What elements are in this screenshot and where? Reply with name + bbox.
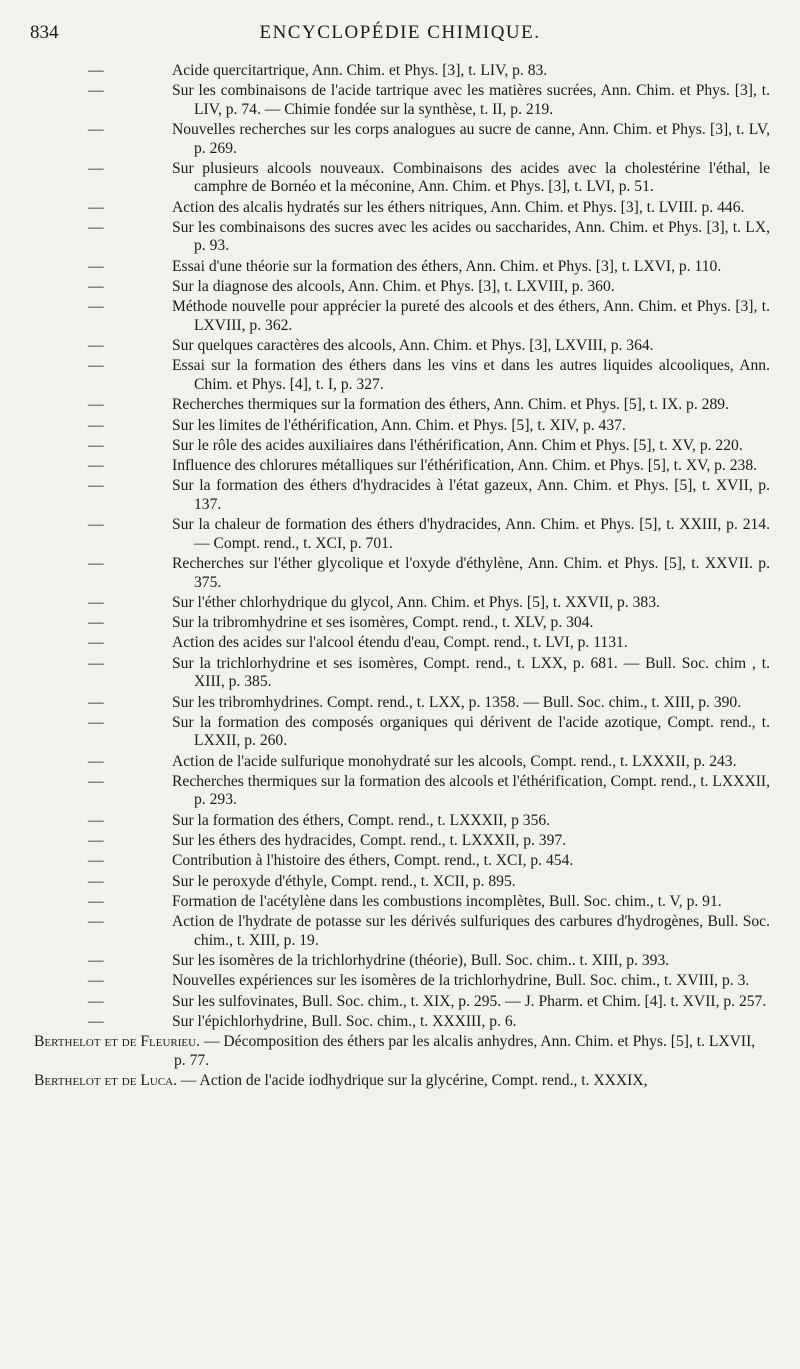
entry-dash: —	[88, 693, 104, 711]
entry-dash: —	[88, 396, 104, 414]
entry-dash: —	[88, 654, 104, 672]
entry-dash: —	[88, 298, 104, 316]
entry-text: Essai d'une théorie sur la formation des éthers, Ann. Chim. et Phys. [3], t. LXVI, p. 110.	[172, 257, 722, 275]
bibliography-entry	[0, 594, 800, 613]
bibliography-entry	[0, 873, 800, 892]
author-entry-line	[34, 1072, 770, 1091]
entry-text: Recherches thermiques sur la formation des alcools et l'éthérification, Compt. rend., t. LXXXII, p. 293.	[172, 772, 770, 809]
bibliography-entry	[0, 972, 800, 991]
entry-text: Sur le peroxyde d'éthyle, Compt. rend., t. XCII, p. 895.	[172, 872, 516, 890]
bibliography-entry	[0, 437, 800, 456]
bibliography-entry	[0, 694, 800, 713]
bibliography-entry	[0, 82, 800, 119]
bibliography-entry	[0, 121, 800, 158]
entry-dash: —	[88, 82, 104, 100]
bibliography-entry	[0, 812, 800, 831]
bibliography-entry	[0, 634, 800, 653]
entry-text: Action des alcalis hydratés sur les éthers nitriques, Ann. Chim. et Phys. [3], t. LVIII. p. 446.	[172, 198, 745, 216]
running-title: ENCYCLOPÉDIE CHIMIQUE.	[259, 22, 541, 43]
entry-text: Sur la chaleur de formation des éthers d'hydracides, Ann. Chim. et Phys. [5], t. XXIII, p. 214. — Compt. rend., t. XCI, p. 701.	[172, 516, 770, 552]
bibliography-entry	[0, 993, 800, 1012]
entry-text: Sur les combinaisons de l'acide tartrique avec les matières sucrées, Ann. Chim. et Phys. [3], t. LIV, p. 74. — Chimie fondée sur la synthèse, t. II, p. 219.	[172, 82, 770, 118]
entry-dash: —	[88, 892, 104, 910]
bibliography-entry	[0, 219, 800, 256]
entry-author: Berthelot et de Luca.	[34, 1072, 178, 1090]
bibliography-entry	[0, 1013, 800, 1032]
bibliography-entry	[0, 913, 800, 950]
bibliography-entry	[0, 457, 800, 476]
bibliography-entry	[0, 396, 800, 415]
entry-text: Influence des chlorures métalliques sur l'éthérification, Ann. Chim. et Phys. [5], t. XV, p. 238.	[172, 457, 758, 475]
entry-text: Action de l'acide sulfurique monohydraté sur les alcools, Compt. rend., t. LXXXII, p. 243.	[172, 752, 737, 770]
bibliography-entry	[0, 160, 800, 197]
entry-text: Sur les limites de l'éthérification, Ann. Chim. et Phys. [5], t. XIV, p. 437.	[172, 416, 626, 434]
entry-text: Acide quercitartrique, Ann. Chim. et Phys. [3], t. LIV, p. 83.	[172, 62, 548, 79]
entry-dash: —	[88, 634, 104, 652]
bibliography-entry	[0, 337, 800, 356]
entry-text: Sur quelques caractères des alcools, Ann. Chim. et Phys. [3], LXVIII, p. 364.	[172, 337, 654, 355]
entry-dash: —	[88, 357, 104, 375]
page-header	[30, 22, 770, 52]
entry-dash: —	[88, 832, 104, 850]
entry-dash: —	[88, 752, 104, 770]
entry-dash: —	[88, 913, 104, 931]
bibliography-entry	[0, 477, 800, 514]
bibliography-entry	[0, 832, 800, 851]
entry-text: Sur la diagnose des alcools, Ann. Chim. et Phys. [3], t. LXVIII, p. 360.	[172, 278, 615, 296]
bibliography-entry	[0, 258, 800, 277]
author-entry-line	[34, 1033, 770, 1070]
bibliography-list	[0, 62, 800, 1091]
entry-dash: —	[88, 593, 104, 611]
entry-text: Recherches thermiques sur la formation des éthers, Ann. Chim. et Phys. [5], t. IX. p. 289.	[172, 396, 729, 414]
entry-text: Nouvelles expériences sur les isomères de la trichlorhydrine, Bull. Soc. chim., t. XVIII, p. 3.	[172, 972, 750, 990]
entry-dash: —	[88, 614, 104, 632]
entry-text: Contribution à l'histoire des éthers, Compt. rend., t. XCI, p. 454.	[172, 852, 574, 870]
bibliography-entry	[0, 852, 800, 871]
entry-dash: —	[88, 772, 104, 790]
entry-dash: —	[88, 62, 104, 79]
entry-dash: —	[88, 555, 104, 573]
entry-dash: —	[88, 337, 104, 355]
entry-text: Méthode nouvelle pour apprécier la pureté des alcools et des éthers, Ann. Chim. et Phys. [3], t. LXVIII, p. 362.	[172, 298, 770, 334]
bibliography-entry	[0, 298, 800, 335]
bibliography-entry	[0, 278, 800, 297]
entry-dash: —	[88, 159, 104, 177]
entry-text: Nouvelles recherches sur les corps analogues au sucre de canne, Ann. Chim. et Phys. [3], t. LV, p. 269.	[172, 121, 770, 157]
bibliography-entry	[0, 773, 800, 810]
entry-dash: —	[88, 218, 104, 236]
bibliography-entry	[0, 417, 800, 436]
entry-text: Sur l'épichlorhydrine, Bull. Soc. chim., t. XXXIII, p. 6.	[172, 1012, 517, 1030]
bibliography-entry	[0, 357, 800, 394]
entry-text: Essai sur la formation des éthers dans les vins et dans les autres liquides alcooliques, Ann. Chim. et Phys. [4], t. I, p. 327.	[172, 357, 770, 393]
bibliography-entry	[0, 714, 800, 751]
entry-text: Sur la tribromhydrine et ses isomères, Compt. rend., t. XLV, p. 304.	[172, 614, 594, 632]
entry-text: Action des acides sur l'alcool étendu d'eau, Compt. rend., t. LVI, p. 1131.	[172, 634, 628, 652]
entry-dash: —	[88, 872, 104, 890]
entry-text: Sur la formation des éthers, Compt. rend., t. LXXXII, p 356.	[172, 811, 551, 829]
entry-text: Sur les éthers des hydracides, Compt. rend., t. LXXXII, p. 397.	[172, 832, 567, 850]
entry-dash: —	[88, 852, 104, 870]
entry-dash: —	[88, 713, 104, 731]
entry-text: — Décomposition des éthers par les alcalis anhydres, Ann. Chim. et Phys. [5], t. LXVII, p. 77.	[174, 1033, 756, 1069]
entry-dash: —	[88, 457, 104, 475]
entry-text: Sur les tribromhydrines. Compt. rend., t. LXX, p. 1358. — Bull. Soc. chim., t. XIII, p. 390.	[172, 693, 742, 711]
bibliography-entry	[0, 199, 800, 218]
entry-author: Berthelot et de Fleurieu.	[34, 1033, 200, 1051]
entry-text: Sur la trichlorhydrine et ses isomères, Compt. rend., t. LXX, p. 681. — Bull. Soc. chim , t. XIII, p. 385.	[172, 654, 770, 691]
bibliography-entry	[0, 555, 800, 592]
entry-dash: —	[88, 257, 104, 275]
entry-text: Sur les isomères de la trichlorhydrine (théorie), Bull. Soc. chim.. t. XIII, p. 393.	[172, 952, 670, 969]
entry-text: Sur les combinaisons des sucres avec les acides ou saccharides, Ann. Chim. et Phys. [3], t. LX, p. 93.	[172, 218, 770, 255]
bibliography-entry	[0, 516, 800, 553]
entry-dash: —	[88, 121, 104, 139]
entry-text: Sur les sulfovinates, Bull. Soc. chim., t. XIX, p. 295. — J. Pharm. et Chim. [4]. t. XVII, p. 257.	[172, 992, 767, 1010]
bibliography-author-entry	[0, 1033, 800, 1070]
entry-dash: —	[88, 952, 104, 969]
entry-text: Formation de l'acétylène dans les combustions incomplètes, Bull. Soc. chim., t. V, p. 91.	[172, 892, 722, 910]
entry-dash: —	[88, 477, 104, 495]
entry-dash: —	[88, 278, 104, 296]
entry-text: Sur le rôle des acides auxiliaires dans l'éthérification, Ann. Chim et Phys. [5], t. XV, p. 220.	[172, 436, 743, 454]
entry-text: Sur la formation des composés organiques qui dérivent de l'acide azotique, Compt. rend., t. LXXII, p. 260.	[172, 713, 770, 750]
entry-text: — Action de l'acide iodhydrique sur la glycérine, Compt. rend., t. XXXIX,	[180, 1072, 648, 1090]
entry-text: Sur plusieurs alcools nouveaux. Combinaisons des acides avec la cholestérine l'éthal, le camphre de Bornéo et la méconine, Ann. Chim. et Phys. [3], t. LVI, p. 51.	[172, 159, 770, 196]
entry-text: Action de l'hydrate de potasse sur les dérivés sulfuriques des carbures d'hydrogènes, Bull. Soc. chim., t. XIII, p. 19.	[172, 913, 770, 949]
entry-dash: —	[88, 972, 104, 990]
entry-dash: —	[88, 992, 104, 1010]
entry-dash: —	[88, 516, 104, 534]
entry-text: Sur la formation des éthers d'hydracides à l'état gazeux, Ann. Chim. et Phys. [5], t. XVII, p. 137.	[172, 477, 770, 513]
entry-text: Sur l'éther chlorhydrique du glycol, Ann. Chim. et Phys. [5], t. XXVII, p. 383.	[172, 593, 660, 611]
bibliography-author-entry	[0, 1072, 800, 1091]
bibliography-entry	[0, 952, 800, 971]
entry-dash: —	[88, 198, 104, 216]
bibliography-entry	[0, 614, 800, 633]
bibliography-entry	[0, 753, 800, 772]
bibliography-entry	[0, 655, 800, 692]
bibliography-entry	[0, 893, 800, 912]
entry-text: Recherches sur l'éther glycolique et l'oxyde d'éthylène, Ann. Chim. et Phys. [5], t. XXVII. p. 375.	[172, 555, 770, 591]
bibliography-entry	[0, 62, 800, 81]
entry-dash: —	[88, 416, 104, 434]
page-number: 834	[30, 22, 59, 43]
entry-dash: —	[88, 811, 104, 829]
entry-dash: —	[88, 1012, 104, 1030]
entry-dash: —	[88, 436, 104, 454]
